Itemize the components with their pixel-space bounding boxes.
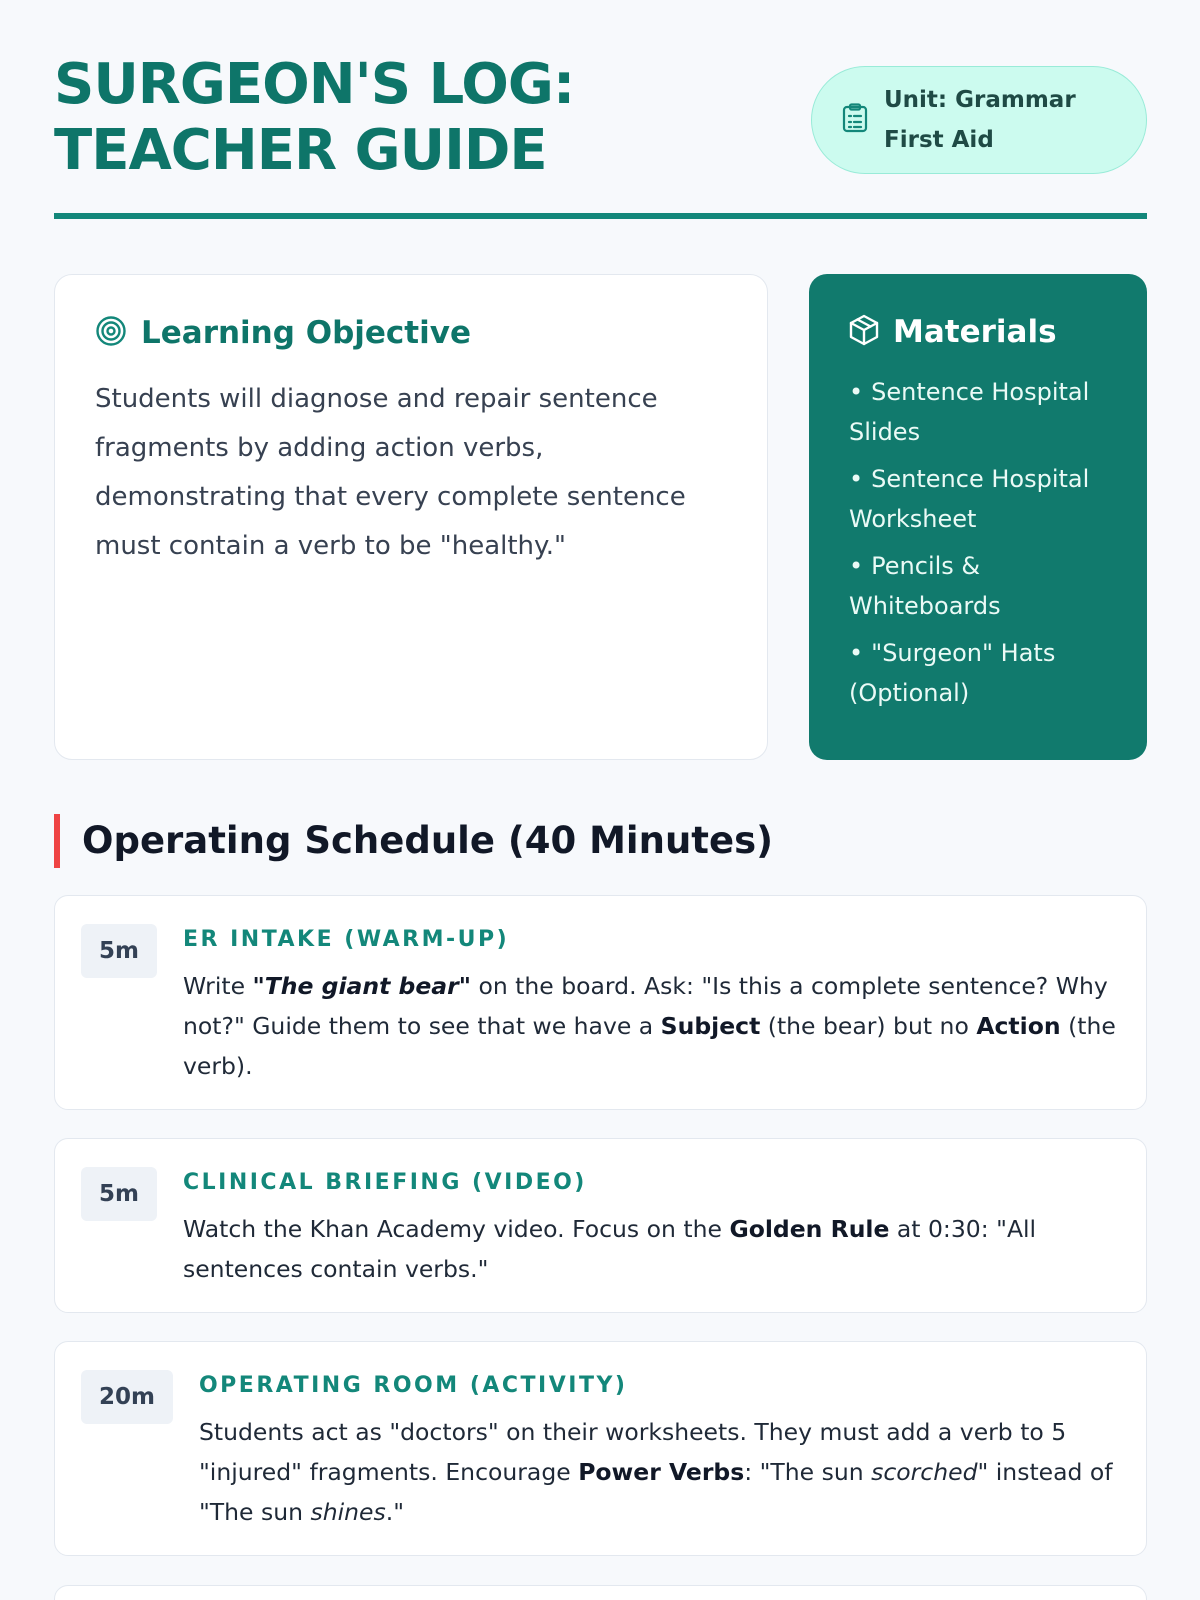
target-icon	[95, 315, 127, 351]
step-description: Students act as "doctors" on their worksheets. They must add a verb to 5 "injured" fragments. Encourage Power Verbs: "The sun scorched" instead of "The sun shines."	[198, 1418, 1113, 1526]
materials-heading: Materials	[893, 314, 1057, 350]
schedule-step-partial	[54, 1585, 1147, 1600]
step-description: Watch the Khan Academy video. Focus on the Golden Rule at 0:30: "All sentences contain verbs."	[182, 1215, 1037, 1283]
schedule-step-video	[54, 1138, 1147, 1313]
step-body	[183, 924, 1120, 1081]
learning-objective-heading: Learning Objective	[141, 315, 471, 351]
step-duration-badge: 20m	[81, 1370, 173, 1424]
learning-objective-card	[54, 274, 768, 760]
unit-badge	[811, 66, 1147, 174]
step-label: CLINICAL BRIEFING (VIDEO)	[182, 1170, 587, 1195]
step-body	[183, 1167, 1120, 1284]
step-duration-badge: 5m	[81, 1167, 157, 1221]
step-description: Write "The giant bear" on the board. Ask: "Is this a complete sentence? Why not?" Guide them to see that we have a Subject (the bear) but no Action (the verb).	[182, 972, 1116, 1080]
step-body	[199, 1370, 1120, 1527]
step-duration-badge: 5m	[81, 924, 157, 978]
clipboard-icon	[842, 103, 868, 137]
materials-heading-row	[849, 314, 1107, 350]
page-header	[54, 52, 1147, 184]
schedule-step-activity	[54, 1341, 1147, 1556]
materials-item: • Pencils & Whiteboards	[849, 546, 1107, 626]
learning-objective-text: Students will diagnose and repair sentence fragments by adding action verbs, demonstrating that every complete sentence must contain a verb to be "healthy."	[95, 384, 686, 561]
page-title: SURGEON'S LOG: TEACHER GUIDE	[54, 52, 575, 183]
materials-list	[849, 372, 1107, 713]
materials-card	[809, 274, 1147, 760]
schedule-step-warm-up	[54, 895, 1147, 1110]
step-label: OPERATING ROOM (ACTIVITY)	[198, 1373, 628, 1398]
materials-item: • "Surgeon" Hats (Optional)	[849, 633, 1107, 713]
learning-objective-heading-row	[95, 315, 727, 351]
header-divider	[54, 213, 1147, 219]
materials-item: • Sentence Hospital Slides	[849, 372, 1107, 452]
unit-label: Unit: Grammar First Aid	[884, 87, 1076, 153]
schedule-section-title: Operating Schedule (40 Minutes)	[54, 814, 773, 868]
step-label: ER INTAKE (WARM-UP)	[182, 927, 510, 952]
package-icon	[849, 314, 879, 350]
materials-item: • Sentence Hospital Worksheet	[849, 459, 1107, 539]
